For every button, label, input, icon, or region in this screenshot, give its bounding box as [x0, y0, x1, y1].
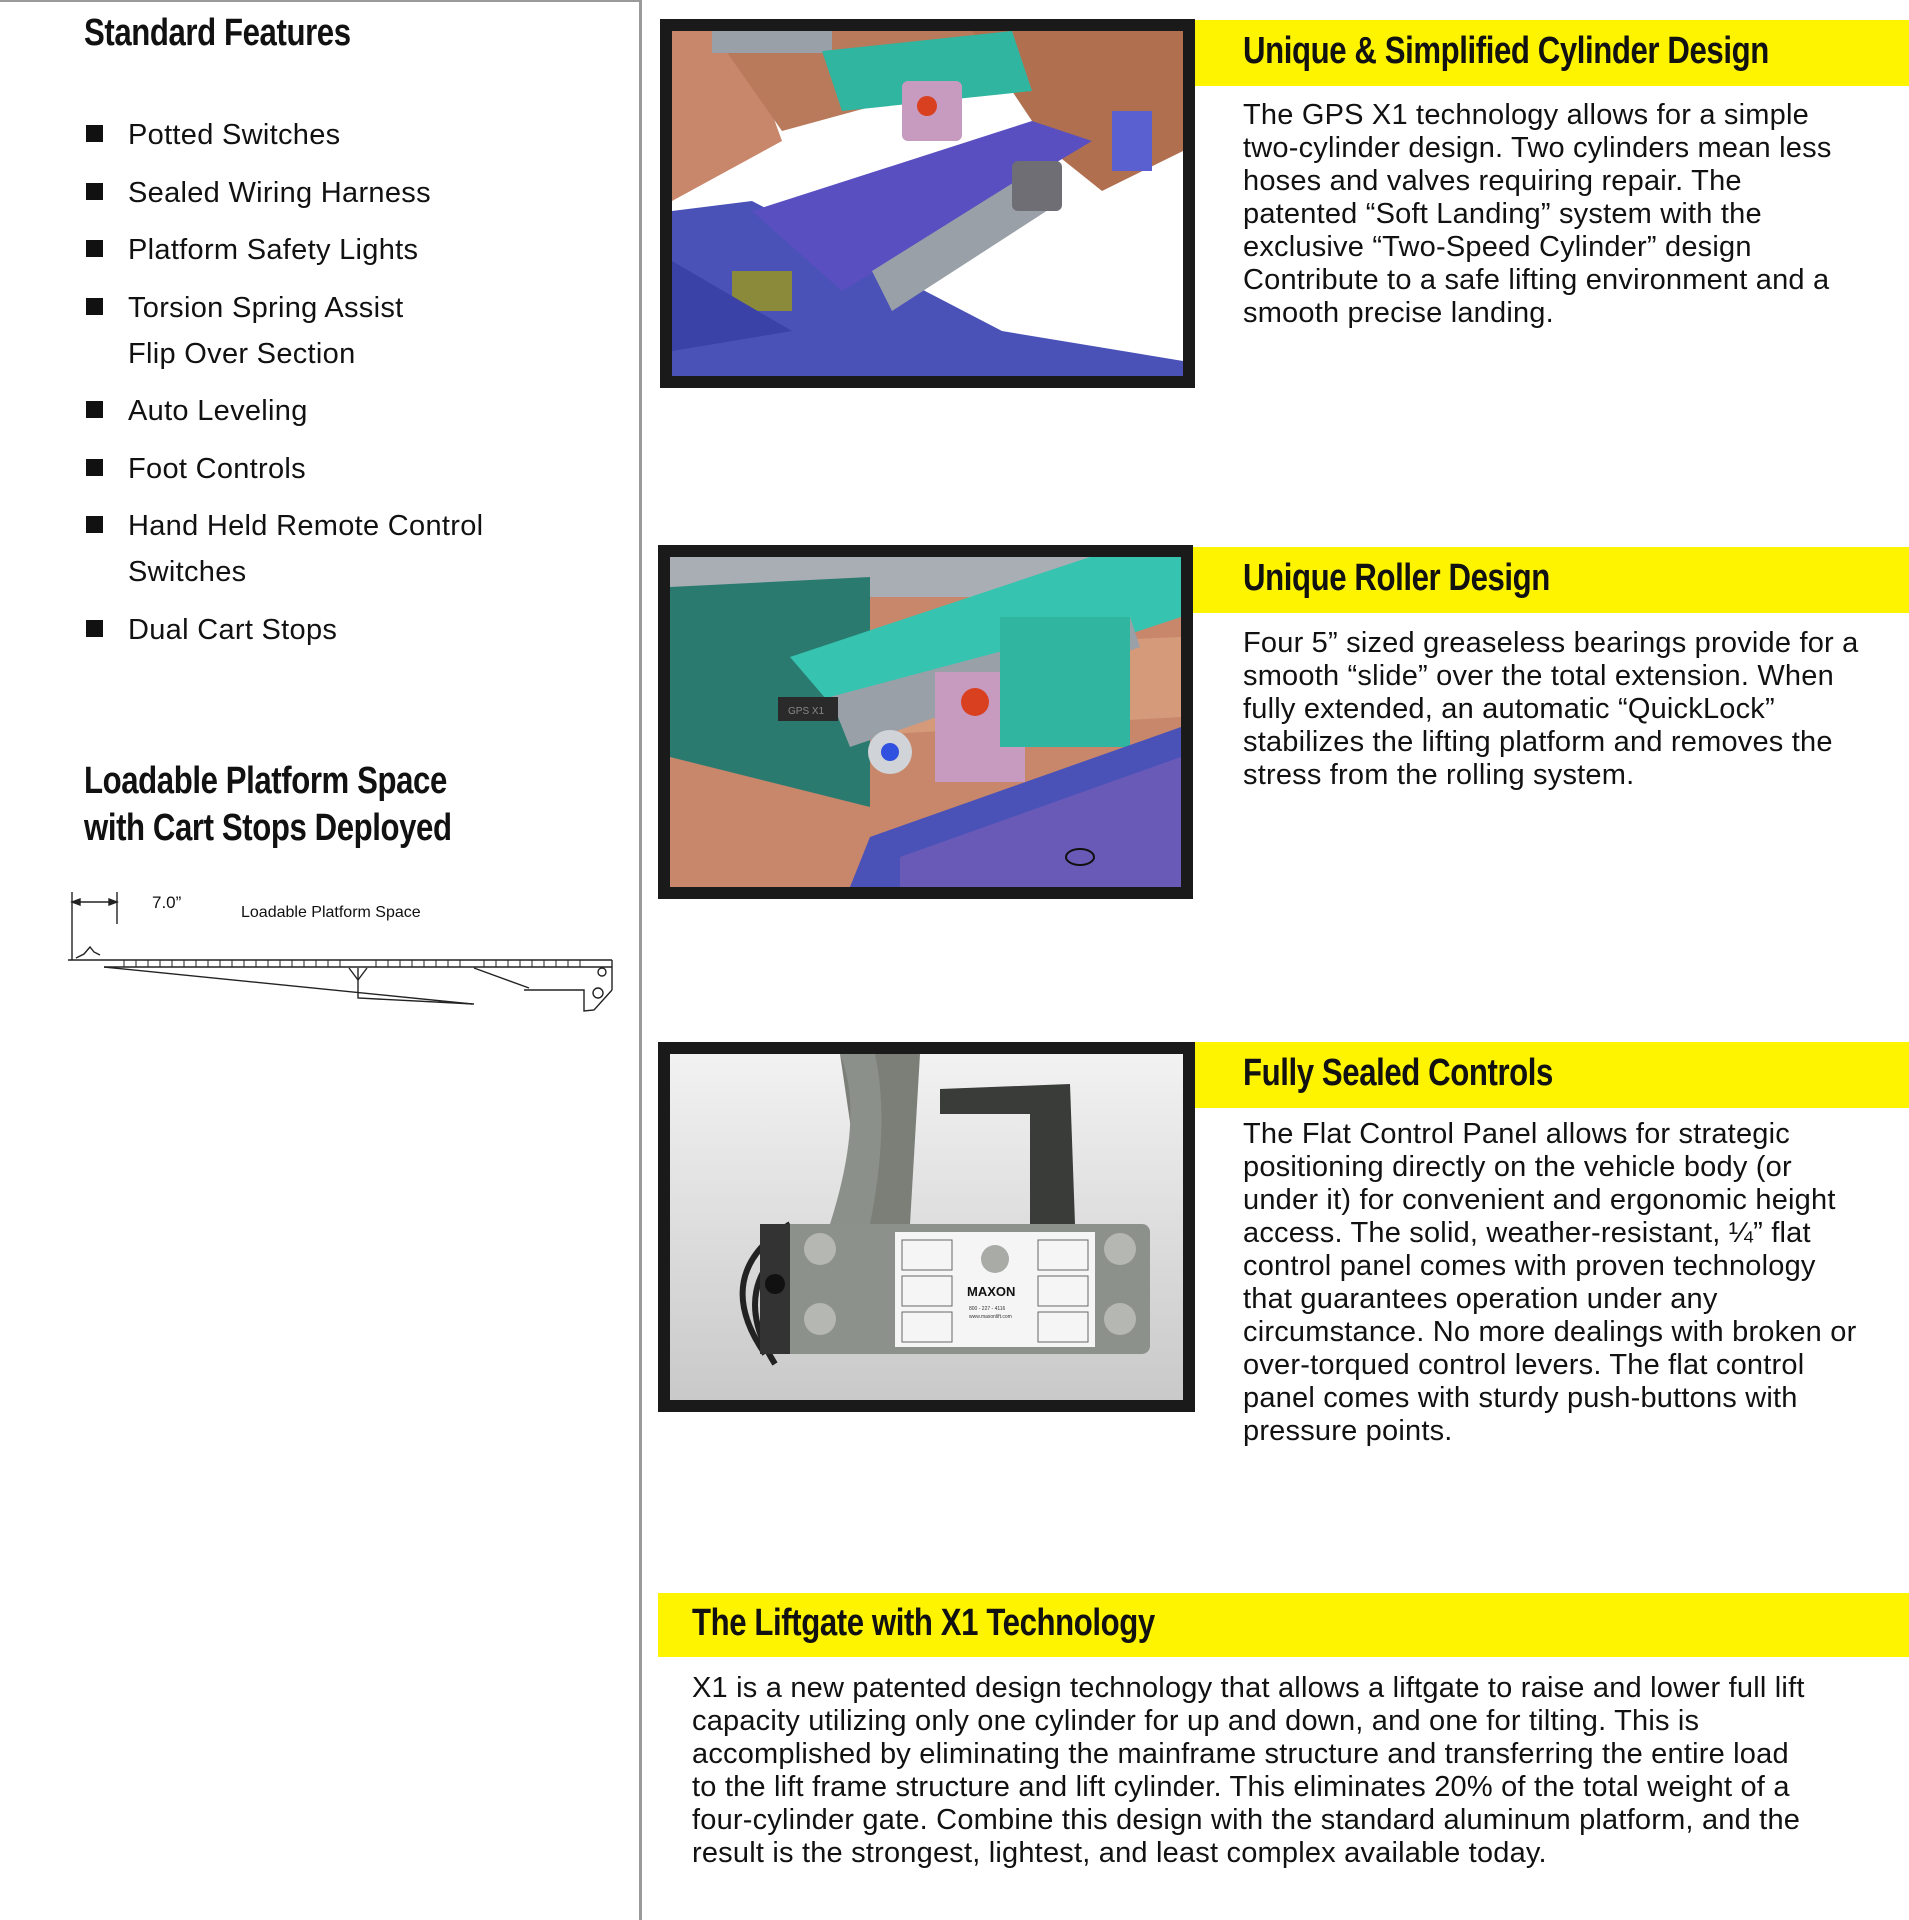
roller-plate-text: GPS X1 [788, 706, 825, 717]
controls-description: The Flat Control Panel allows for strategic positioning directly on the vehicle body (or under it) for convenient and ergonomic height access. The solid, weather-resistant, ¼” flat control panel comes with proven technology that guarantees operation under any circumstance. No more dealings with broken or over-torqued control levers. The flat control panel comes with sturdy push-buttons with pressure points. [1243, 1118, 1857, 1447]
controls-photo [658, 1042, 1195, 1412]
dimension-label: 7.0” [152, 893, 182, 912]
square-bullet-icon [86, 516, 103, 533]
roller-description: Four 5” sized greaseless bearings provide for a smooth “slide” over the total extension. When fully extended, an automatic “QuickLock” stabilizes the lifting platform and removes the stress from the rolling system. [1243, 627, 1859, 791]
loadable-platform-title: Loadable Platform Space with Cart Stops Deployed [84, 760, 452, 849]
cylinder-title-bar [1195, 20, 1909, 86]
controls-title: Fully Sealed Controls [1243, 1052, 1553, 1094]
list-item: Auto Leveling [84, 388, 604, 434]
cylinder-illustration [672, 31, 1183, 376]
roller-illustration [670, 557, 1181, 887]
top-rule [0, 0, 640, 2]
cylinder-description: The GPS X1 technology allows for a simple two-cylinder design. Two cylinders mean less hoses and valves requiring repair. The patented “Soft Landing” system with the exclusive “Two-Speed Cylinder” design Contribute to a safe lifting environment and a smooth precise landing. [1243, 99, 1832, 329]
square-bullet-icon [86, 401, 103, 418]
list-item: Dual Cart Stops [84, 607, 604, 653]
maxon-brand-label: MAXON [967, 1284, 1016, 1299]
list-item: Hand Held Remote Control Switches [84, 503, 604, 595]
liftgate-title: The Liftgate with X1 Technology [692, 1602, 1155, 1644]
column-divider [639, 0, 642, 1920]
square-bullet-icon [86, 459, 103, 476]
square-bullet-icon [86, 125, 103, 142]
square-bullet-icon [86, 620, 103, 637]
cylinder-photo [660, 19, 1195, 388]
maxon-phone-label: 800 - 227 - 4116 [969, 1306, 1006, 1312]
square-bullet-icon [86, 183, 103, 200]
roller-title: Unique Roller Design [1243, 557, 1550, 599]
standard-features-title: Standard Features [84, 12, 351, 54]
list-item: Torsion Spring Assist Flip Over Section [84, 285, 604, 377]
list-item: Sealed Wiring Harness [84, 170, 604, 216]
platform-space-label: Loadable Platform Space [241, 904, 421, 921]
list-item: Foot Controls [84, 446, 604, 492]
list-item: Platform Safety Lights [84, 227, 604, 273]
control-panel-illustration [670, 1054, 1183, 1400]
square-bullet-icon [86, 298, 103, 315]
liftgate-description: X1 is a new patented design technology that allows a liftgate to raise and lower full lift capacity utilizing only one cylinder for up and down, and one for tilting. This is accomplished by eliminating the mainframe structure and transferring the entire load to the lift frame structure and lift cylinder. This eliminates 20% of the total weight of a four-cylinder gate. Combine this design with the standard aluminum platform, and the result is the strongest, lightest, and least complex available today. [692, 1672, 1805, 1869]
cylinder-title: Unique & Simplified Cylinder Design [1243, 30, 1769, 72]
maxon-web-label: www.maxonlift.com [969, 1314, 1012, 1320]
controls-title-bar [1195, 1042, 1909, 1108]
list-item: Potted Switches [84, 112, 604, 158]
roller-photo [658, 545, 1193, 899]
standard-features-list [84, 112, 604, 664]
square-bullet-icon [86, 240, 103, 257]
platform-diagram [64, 880, 624, 1020]
liftgate-title-bar [658, 1593, 1909, 1657]
roller-title-bar [1193, 547, 1909, 613]
